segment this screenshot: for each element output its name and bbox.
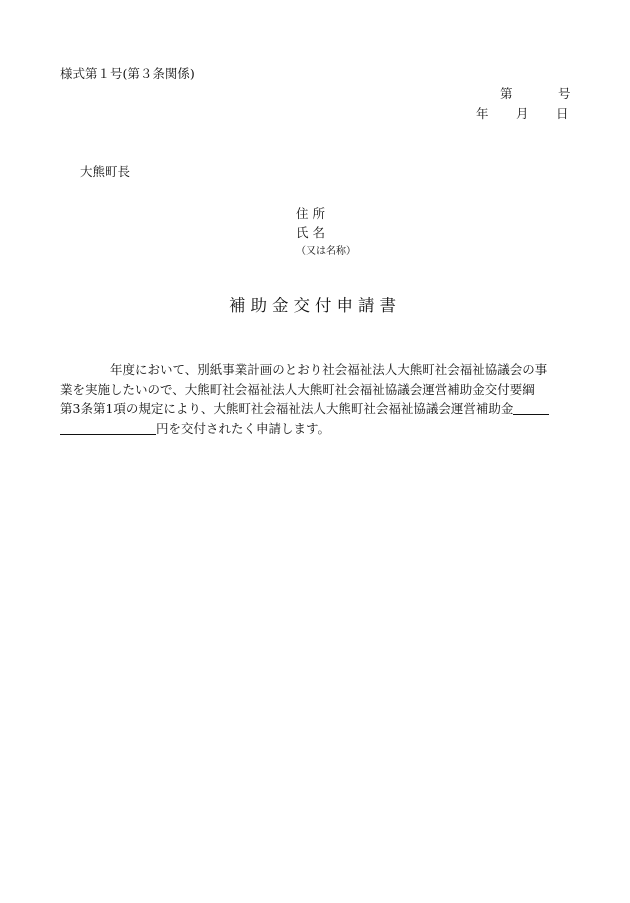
body-line-2: 業を実施したいので、大熊町社会福祉法人大熊町社会福祉協議会運営補助金交付要綱 [60,381,535,397]
applicant-block [296,206,356,263]
body-line-3 [60,399,570,419]
form-label: 様式第１号(第３条関係) [60,66,195,81]
date-day: 日 [556,106,569,121]
date-month: 月 [516,106,529,121]
addressee: 大熊町長 [80,164,131,179]
number-dai: 第 [500,86,513,101]
body-line-4-text: 円を交付されたく申請します。 [156,420,331,436]
body-line-3-text: 第3条第1項の規定により、大熊町社会福祉法人大熊町社会福祉協議会運営補助金 [60,401,514,416]
name-label: 氏 名 [296,225,325,240]
body-line-4 [60,419,570,439]
body-line-1: 年度において、別紙事業計画のとおり社会福祉法人大熊町社会福祉協議会の事 [60,362,548,377]
address-label: 住 所 [296,206,325,221]
name-note: （又は名称） [296,246,356,257]
number-go: 号 [558,86,571,101]
body-text [60,360,570,438]
amount-blank-1 [513,401,549,415]
document-title: 補助金交付申請書 [229,296,401,315]
date-year: 年 [476,106,489,121]
amount-blank-2 [60,421,156,435]
